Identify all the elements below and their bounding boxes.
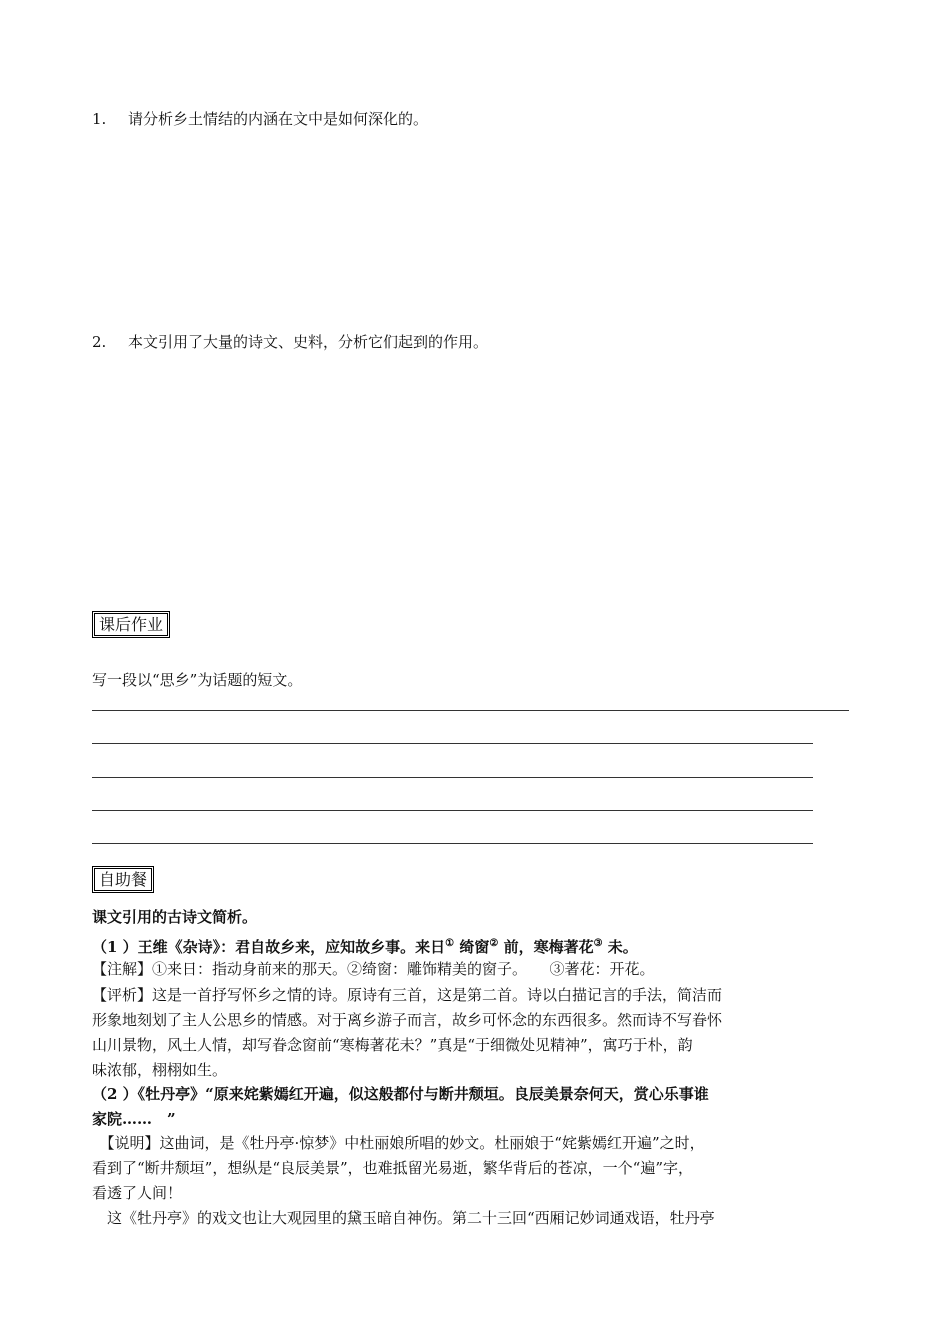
explain-line: 看到了“断井颓垣”，想纵是“良辰美景”，也难抵留光易逝，繁华背后的苍凉，一个“遍”字， xyxy=(92,1159,694,1177)
buffet-title: 课文引用的古诗文简析。 xyxy=(92,908,258,926)
poem-2-heading: （2 ）《牡丹亭》“原来姹紫嫣红开遍，似这般都付与断井颓垣。良辰美景奈何天，赏心乐事谁 xyxy=(92,1085,709,1103)
footnote-marker-2: ② xyxy=(489,938,499,949)
explain-line: 这《牡丹亭》的戏文也让大观园里的黛玉暗自神伤。第二十三回“西厢记妙词通戏语，牡丹亭 xyxy=(92,1209,715,1227)
homework-prompt: 写一段以“思乡”为话题的短文。 xyxy=(92,671,303,689)
poem-1-heading xyxy=(92,933,638,958)
buffet-section-label xyxy=(92,870,154,890)
writing-line xyxy=(92,710,849,711)
homework-label: 课后作业 xyxy=(92,611,170,638)
homework-section-label xyxy=(92,615,170,635)
comment-line: 形象地刻划了主人公思乡的情感。对于离乡游子而言，故乡可怀念的东西很多。然而诗不写眷怀 xyxy=(92,1011,723,1029)
question-number: 1. xyxy=(92,110,107,128)
footnote-marker-1: ① xyxy=(445,938,455,949)
question-number: 2. xyxy=(92,333,107,351)
poem-2-heading-cont: 家院…… ” xyxy=(92,1110,176,1128)
question-text: 本文引用了大量的诗文、史料，分析它们起到的作用。 xyxy=(128,333,489,351)
explain-line: 【说明】这曲词，是《牡丹亭·惊梦》中杜丽娘所唱的妙文。杜丽娘于“姹紫嫣红开遍”之时， xyxy=(92,1134,705,1152)
writing-line xyxy=(92,743,813,744)
question-1 xyxy=(92,108,428,129)
writing-line xyxy=(92,810,813,811)
writing-line xyxy=(92,777,813,778)
comment-line: 味浓郁，栩栩如生。 xyxy=(92,1061,228,1079)
poem-1-text-c: 前，寒梅著花 xyxy=(498,938,594,956)
poem-1-note: 【注解】①来日：指动身前来的那天。②绮窗：雕饰精美的窗子。 ③著花：开花。 xyxy=(92,960,655,978)
comment-line: 【评析】这是一首抒写怀乡之情的诗。原诗有三首，这是第二首。诗以白描记言的手法，简洁而 xyxy=(92,986,723,1004)
poem-1-text-d: 未。 xyxy=(602,938,638,956)
footnote-marker-3: ③ xyxy=(593,938,603,949)
poem-1-text-a: （1 ）王维《杂诗》：君自故乡来，应知故乡事。来日 xyxy=(92,938,446,956)
buffet-label: 自助餐 xyxy=(92,866,154,893)
comment-line: 山川景物，风土人情，却写眷念窗前“寒梅著花未？”真是“于细微处见精神”，寓巧于朴，韵 xyxy=(92,1036,693,1054)
writing-line xyxy=(92,843,813,844)
poem-1-text-b: 绮窗 xyxy=(454,938,490,956)
question-2 xyxy=(92,331,488,352)
explain-line: 看透了人间！ xyxy=(92,1184,183,1202)
question-text: 请分析乡土情结的内涵在文中是如何深化的。 xyxy=(128,110,429,128)
